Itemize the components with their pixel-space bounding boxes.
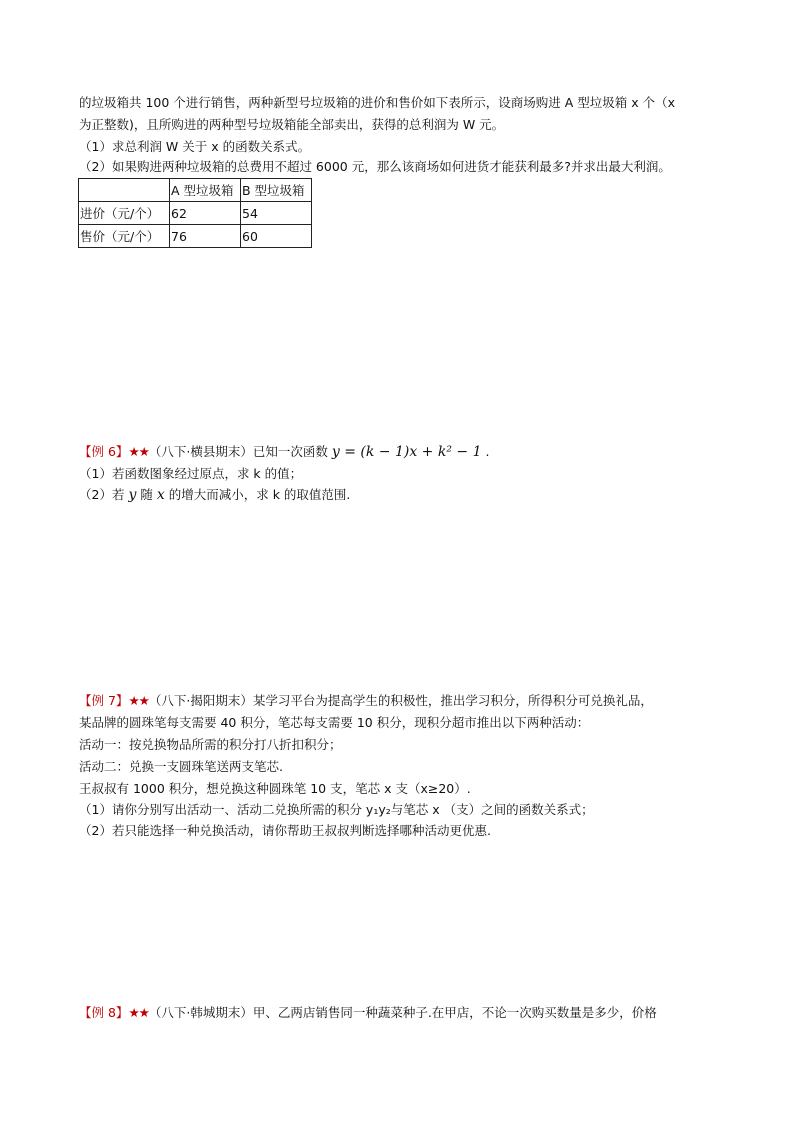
example-tag: 【例 8】 xyxy=(79,1005,129,1020)
example-text-line: 王叔叔有 1000 积分，想兑换这种圆珠笔 10 支，笔芯 x 支（x≥20）. xyxy=(79,781,471,796)
table-cell: 售价（元/个） xyxy=(79,225,170,248)
variable-y: y xyxy=(128,487,137,503)
example-tag: 【例 6】 xyxy=(79,444,129,459)
table-cell: 76 xyxy=(170,225,241,248)
example-source: （八下·横县期末）已知一次函数 xyxy=(148,444,328,459)
example-tag: 【例 7】 xyxy=(79,693,129,708)
table-header-cell: A 型垃圾箱 xyxy=(170,179,241,202)
example-text: （八下·韩城期末）甲、乙两店销售同一种蔬菜种子.在甲店，不论一次购买数量是多少，价格 xyxy=(148,1005,657,1020)
table-row xyxy=(79,225,312,248)
question-text: 的增大而减小，求 k 的取值范围. xyxy=(168,487,351,502)
table-cell: 54 xyxy=(241,202,312,225)
problem-text-line: 的垃圾箱共 100 个进行销售，两种新型号垃圾箱的进价和售价如下表所示，设商场购进 A 型垃圾箱 x 个（x xyxy=(79,95,676,110)
question-text: 随 xyxy=(140,487,153,502)
difficulty-stars-icon: ★★ xyxy=(128,693,149,708)
question-2: （2）如果购进两种垃圾箱的总费用不超过 6000 元，那么该商场如何进货才能获利最多?并求出最大利润。 xyxy=(79,159,671,174)
example-7-heading xyxy=(79,692,653,710)
problem-text-line: 为正整数)，且所购进的两种型号垃圾箱能全部卖出，获得的总利润为 W 元。 xyxy=(79,117,505,132)
table-cell: 进价（元/个） xyxy=(79,202,170,225)
activity-one: 活动一：按兑换物品所需的积分打八折扣积分； xyxy=(79,737,342,752)
difficulty-stars-icon: ★★ xyxy=(128,1005,149,1020)
table-cell: 60 xyxy=(241,225,312,248)
variable-x: x xyxy=(156,487,165,503)
example-8-heading xyxy=(79,1004,657,1022)
question-2: （2）若只能选择一种兑换活动，请你帮助王叔叔判断选择哪种活动更优惠. xyxy=(79,823,491,838)
question-1: （1）求总利润 W 关于 x 的函数关系式。 xyxy=(79,139,311,154)
question-1: （1）请你分别写出活动一、活动二兑换所需的积分 y₁y₂与笔芯 x （支）之间的函数关系式； xyxy=(79,802,594,817)
table-header-cell: B 型垃圾箱 xyxy=(241,179,312,202)
table-header-row xyxy=(79,179,312,202)
question-1: （1）若函数图象经过原点，求 k 的值； xyxy=(79,466,303,481)
question-prefix: （2）若 xyxy=(79,487,125,502)
example-6-heading xyxy=(79,443,489,461)
question-2 xyxy=(79,486,350,504)
example-text: （八下·揭阳期末）某学习平台为提高学生的积极性，推出学习积分，所得积分可兑换礼品， xyxy=(148,693,653,708)
sentence-end: . xyxy=(485,444,490,459)
activity-two: 活动二：兑换一支圆珠笔送两支笔芯. xyxy=(79,759,283,774)
table-cell: 62 xyxy=(170,202,241,225)
difficulty-stars-icon: ★★ xyxy=(128,444,149,459)
function-formula: y = (k − 1)x + k² − 1 xyxy=(331,444,482,460)
table-header-cell xyxy=(79,179,170,202)
example-text-line: 某品牌的圆珠笔每支需要 40 积分，笔芯每支需要 10 积分，现积分超市推出以下两种活动： xyxy=(79,715,590,730)
table-row xyxy=(79,202,312,225)
price-table xyxy=(78,178,312,248)
